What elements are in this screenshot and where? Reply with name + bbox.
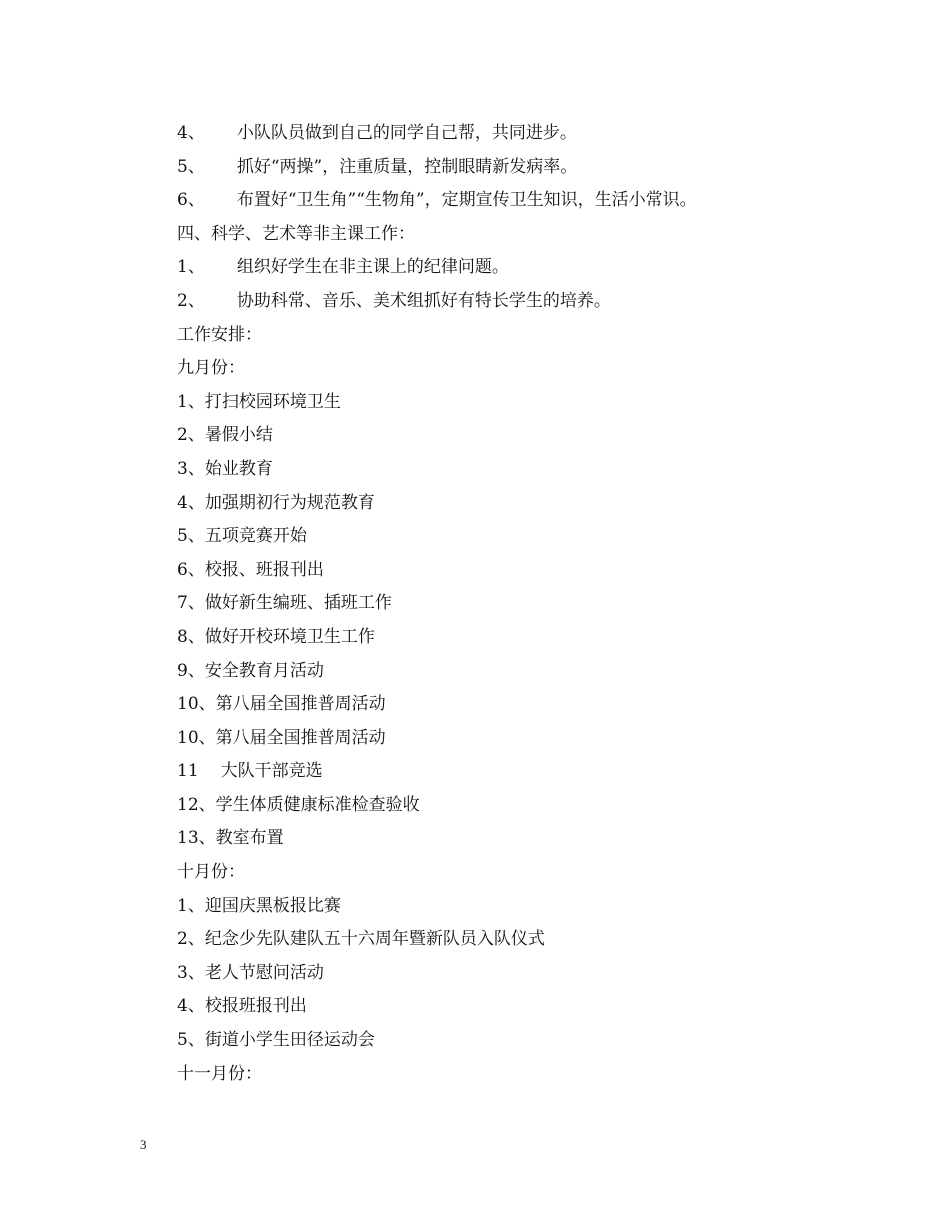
text-line [177, 285, 897, 319]
text-line [177, 487, 897, 521]
text-line [177, 151, 897, 185]
line-text: 抓好“两操”，注重质量，控制眼睛新发病率。 [236, 156, 578, 177]
line-text: 十月份： [177, 862, 245, 883]
line-text: 组织好学生在非主课上的纪律问题。 [236, 257, 509, 278]
line-text: 7、做好新生编班、插班工作 [177, 593, 392, 614]
line-text: 协助科常、音乐、美术组抓好有特长学生的培养。 [236, 290, 611, 311]
list-number: 5、 [177, 156, 205, 177]
text-line [177, 755, 897, 789]
list-number: 1、 [177, 257, 205, 278]
list-number: 6、 [177, 190, 205, 211]
line-text: 12、学生体质健康标准检查验收 [177, 794, 420, 815]
text-line [177, 117, 897, 151]
text-line [177, 386, 897, 420]
text-line [177, 184, 897, 218]
line-text: 小队队员做到自己的同学自己帮，共同进步。 [236, 123, 577, 143]
list-number: 4、 [177, 123, 205, 143]
text-line [177, 1024, 897, 1058]
line-text: 2、暑假小结 [177, 425, 273, 446]
line-text: 3、始业教育 [177, 458, 273, 479]
line-text: 四、科学、艺术等非主课工作： [177, 223, 415, 244]
line-text: 8、做好开校环境卫生工作 [177, 626, 375, 647]
text-line [177, 352, 897, 386]
line-text: 4、校报班报刊出 [177, 996, 307, 1017]
text-line [177, 990, 897, 1024]
list-number: 2、 [177, 290, 205, 311]
line-text: 大队干部竞选 [220, 761, 323, 782]
text-line [177, 923, 897, 957]
line-text: 2、纪念少先队建队五十六周年暨新队员入队仪式 [177, 929, 545, 950]
text-line [177, 789, 897, 823]
text-line [177, 890, 897, 924]
text-line [177, 419, 897, 453]
text-line [177, 856, 897, 890]
text-line [177, 587, 897, 621]
text-line [177, 621, 897, 655]
line-text: 1、迎国庆黑板报比赛 [177, 895, 341, 916]
text-line [177, 688, 897, 722]
line-text: 4、加强期初行为规范教育 [177, 492, 375, 513]
line-text: 1、打扫校园环境卫生 [177, 391, 341, 412]
page-number: 3 [140, 1137, 147, 1152]
line-text: 5、五项竞赛开始 [177, 526, 307, 547]
line-text: 9、安全教育月活动 [177, 660, 324, 681]
text-line [177, 251, 897, 285]
line-text: 13、教室布置 [177, 828, 284, 849]
line-text: 10、第八届全国推普周活动 [177, 727, 386, 748]
line-text: 布置好“卫生角”“生物角”，定期宣传卫生知识，生活小常识。 [236, 190, 697, 211]
text-line [177, 218, 897, 252]
text-line [177, 554, 897, 588]
text-line [177, 957, 897, 991]
line-text: 10、第八届全国推普周活动 [177, 694, 386, 715]
line-text: 6、校报、班报刊出 [177, 559, 324, 580]
text-line [177, 453, 897, 487]
text-line [177, 822, 897, 856]
document-body [177, 117, 897, 1091]
line-text: 3、老人节慰问活动 [177, 962, 324, 983]
line-text: 5、街道小学生田径运动会 [177, 1030, 375, 1051]
line-text: 十一月份： [177, 1063, 262, 1084]
text-line [177, 520, 897, 554]
line-text: 九月份： [177, 358, 245, 379]
text-line [177, 319, 897, 353]
text-line [177, 1058, 897, 1092]
list-number: 11 [177, 761, 199, 782]
text-line [177, 655, 897, 689]
line-text: 工作安排： [177, 324, 262, 345]
text-line [177, 722, 897, 756]
